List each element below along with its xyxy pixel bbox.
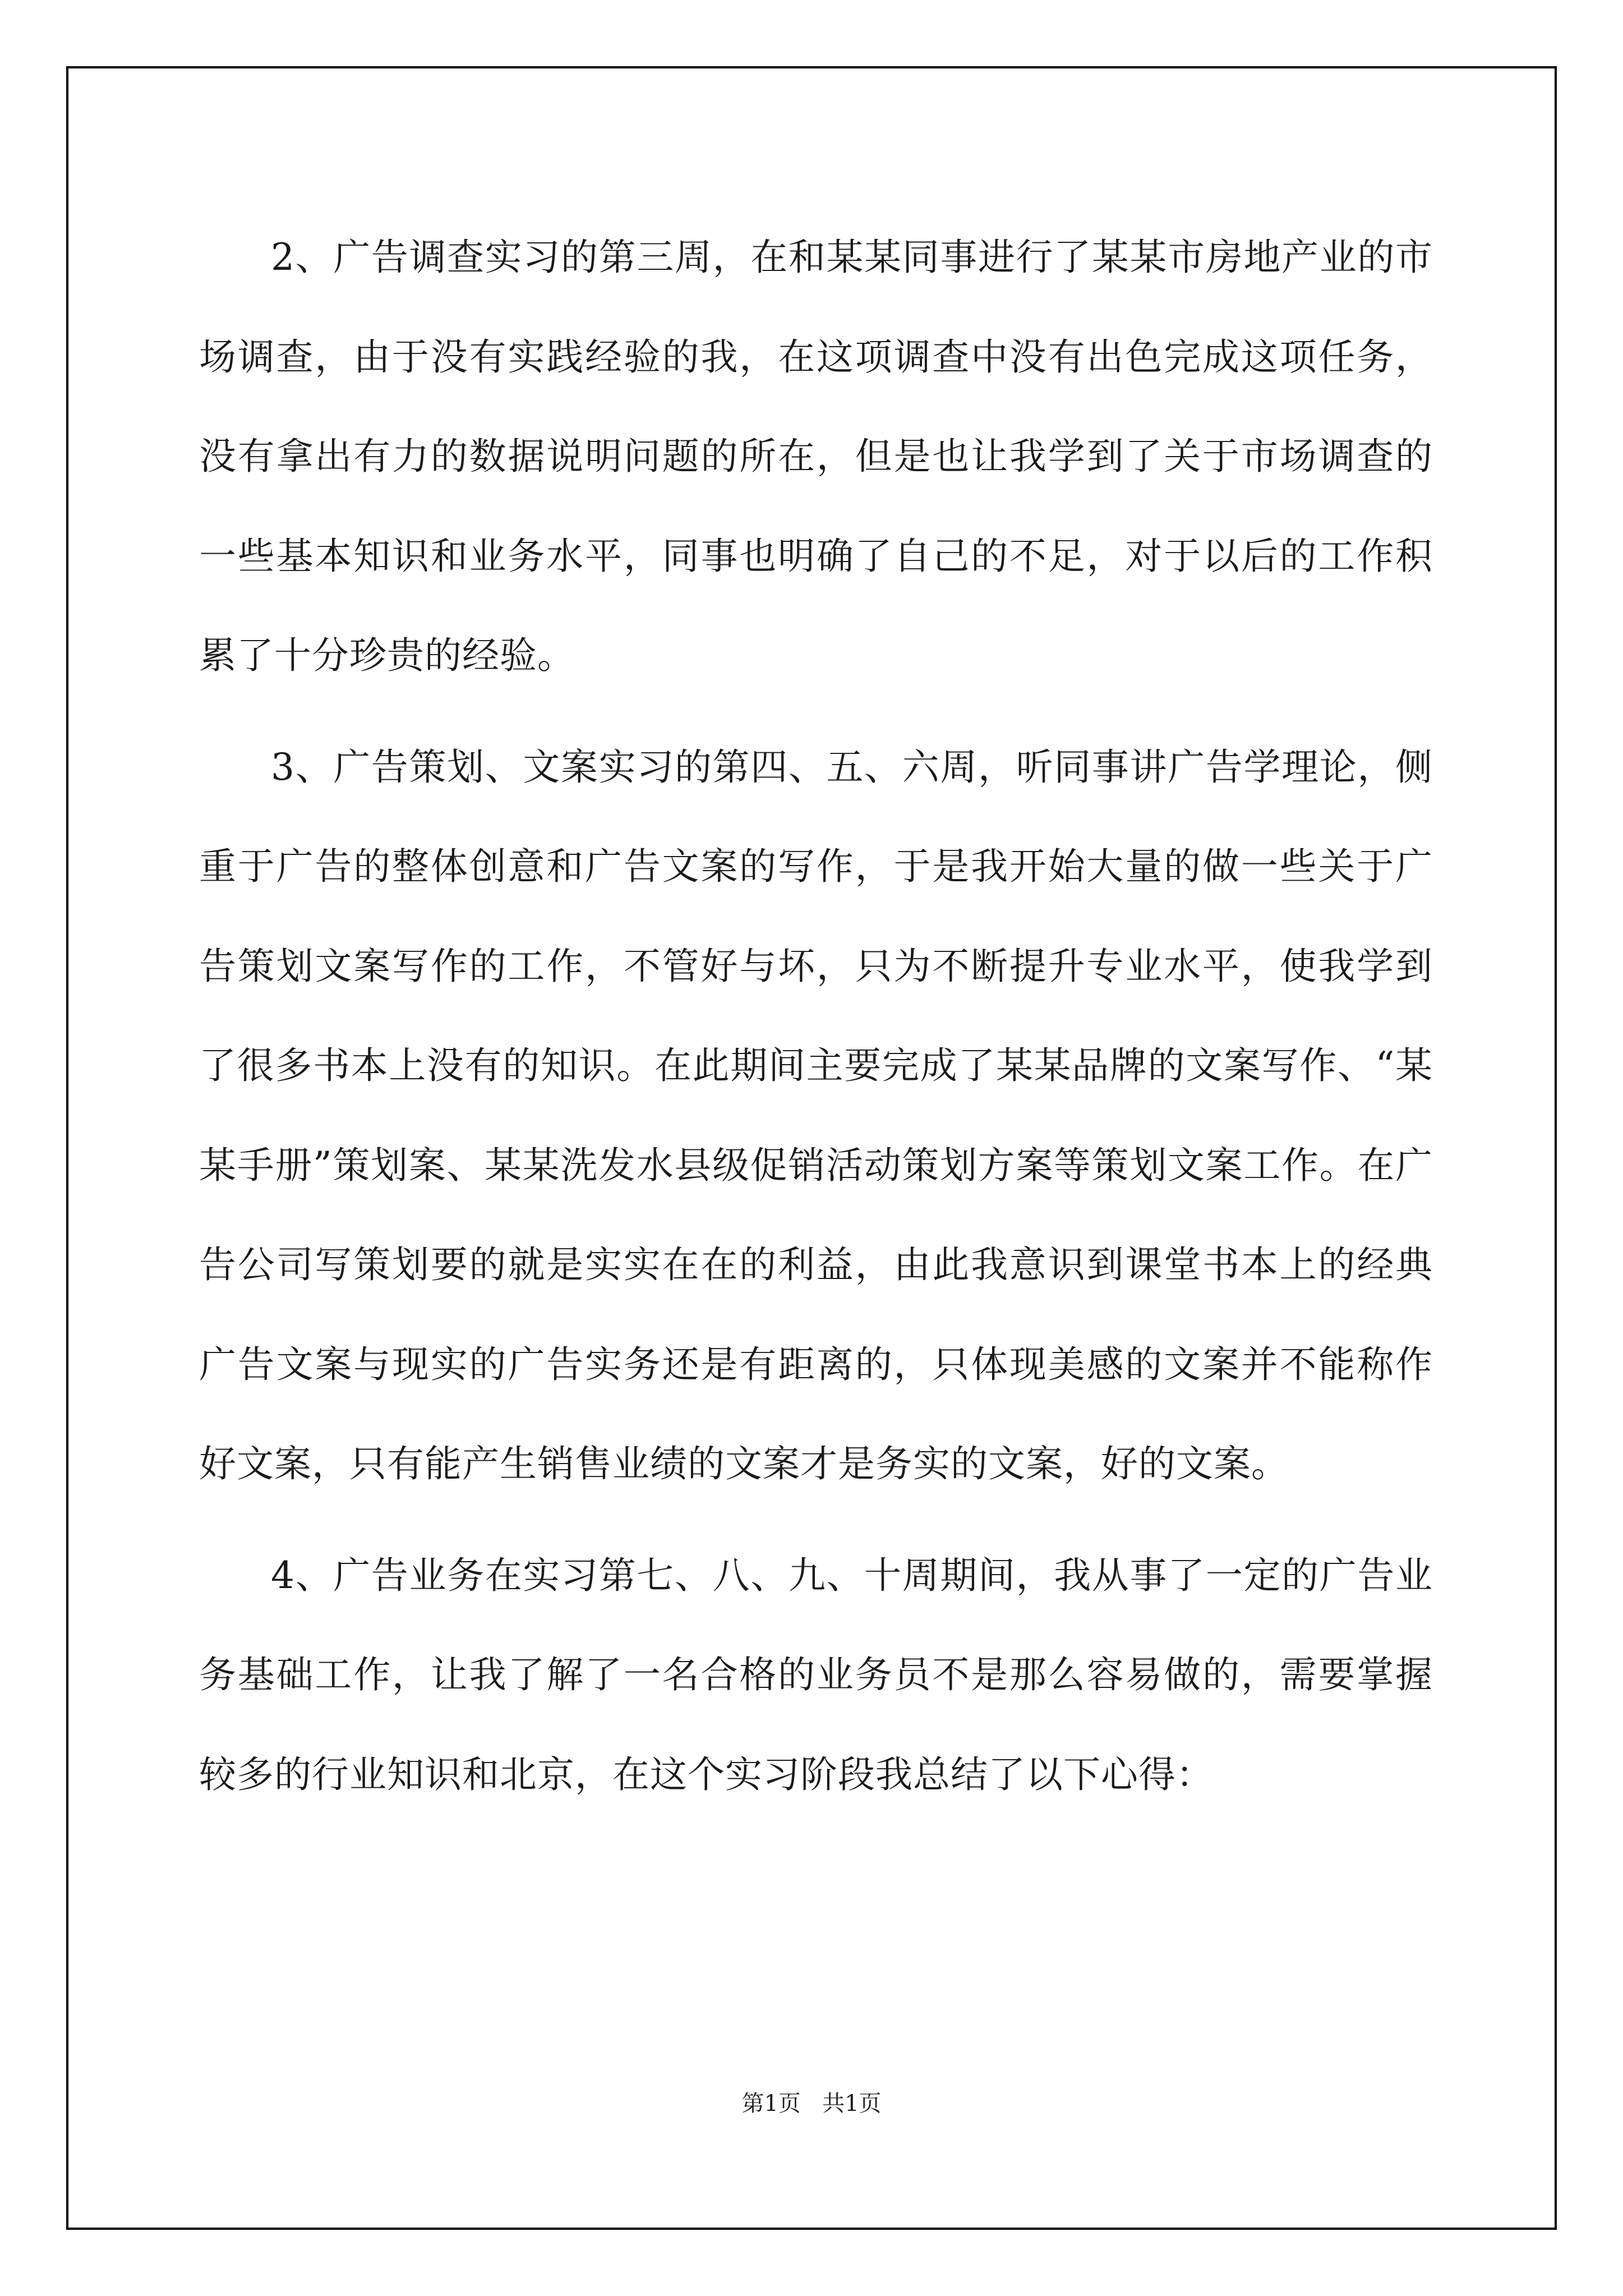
- document-body: [199, 208, 1433, 1836]
- paragraph-2: 2、广告调查实习的第三周，在和某某同事进行了某某市房地产业的市场调查，由于没有实践经验的我，在这项调查中没有出色完成这项任务，没有拿出有力的数据说明问题的所在，但是也让我学到了关于市场调查的一些基本知识和业务水平，同事也明确了自己的不足，对于以后的工作积累了十分珍贵的经验。: [199, 236, 1433, 677]
- page-number-total: 共1页: [822, 2091, 882, 2116]
- paragraph-3: 3、广告策划、文案实习的第四、五、六周，听同事讲广告学理论，侧重于广告的整体创意和广告文案的写作，于是我开始大量的做一些关于广告策划文案写作的工作，不管好与坏，只为不断提升专业水平，使我学到了很多书本上没有的知识。在此期间主要完成了某某品牌的文案写作、“某某手册”策划案、某某洗发水县级促销活动策划方案等策划文案工作。在广告公司写策划要的就是实实在在的利益，由此我意识到课堂书本上的经典广告文案与现实的广告实务还是有距离的，只体现美感的文案并不能称作好文案，只有能产生销售业绩的文案才是务实的文案，好的文案。: [199, 745, 1433, 1485]
- page-footer: [0, 2086, 1623, 2118]
- footer-spacer: [801, 2091, 822, 2116]
- paragraph-4: 4、广告业务在实习第七、八、九、十周期间，我从事了一定的广告业务基础工作，让我了解了一名合格的业务员不是那么容易做的，需要掌握较多的行业知识和北京，在这个实习阶段我总结了以下心得：: [199, 1553, 1433, 1796]
- page-number-current: 第1页: [741, 2091, 801, 2116]
